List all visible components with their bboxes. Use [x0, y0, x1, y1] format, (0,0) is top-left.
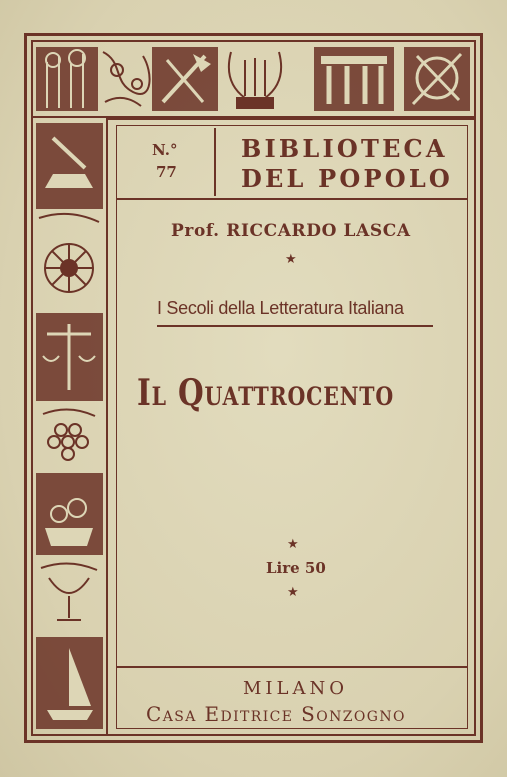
ship-wheel-icon — [39, 214, 99, 292]
ornamental-top-band — [31, 40, 476, 118]
series-name-line1: BIBLIOTECA — [241, 134, 448, 163]
vine-scroll-icon — [103, 52, 150, 106]
header-rule — [116, 198, 468, 200]
publisher-city: MILANO — [243, 678, 348, 699]
series-number-label: N.° — [152, 141, 178, 159]
price-label: Lire 50 — [266, 559, 326, 577]
collection-title: I Secoli della Letteratura Italiana — [157, 298, 404, 318]
footer-rule — [116, 666, 468, 668]
lyre-icon — [229, 52, 281, 108]
header-divider — [214, 128, 216, 196]
anvil-icon — [37, 124, 102, 208]
grapes-icon — [43, 409, 95, 460]
scales-icon — [37, 314, 102, 400]
chalice-icon — [41, 563, 97, 620]
series-number-value: 77 — [156, 163, 177, 181]
decorative-border-illustrations — [33, 42, 474, 116]
harvest-basket-icon — [37, 474, 102, 554]
temple-columns-icon — [315, 48, 393, 110]
author-name: Prof. RICCARDO LASCA — [171, 221, 411, 241]
decorative-side-illustrations — [33, 118, 106, 734]
sailboat-icon — [37, 638, 102, 728]
publisher-name: Casa Editrice Sonzogno — [146, 702, 406, 726]
inner-frame-rule — [116, 125, 468, 729]
star-ornament: ★ — [285, 252, 297, 267]
star-ornament: ★ — [287, 585, 299, 600]
forest-icon — [37, 48, 97, 110]
tools-icon — [153, 48, 217, 110]
ornamental-left-band — [31, 118, 108, 736]
star-ornament: ★ — [287, 537, 299, 552]
collection-underline — [157, 325, 433, 327]
shield-emblem-icon — [405, 48, 469, 110]
book-title — [137, 372, 394, 414]
book-title-text: Il Quattrocento — [137, 372, 395, 414]
series-name-line2: DEL POPOLO — [241, 164, 454, 193]
